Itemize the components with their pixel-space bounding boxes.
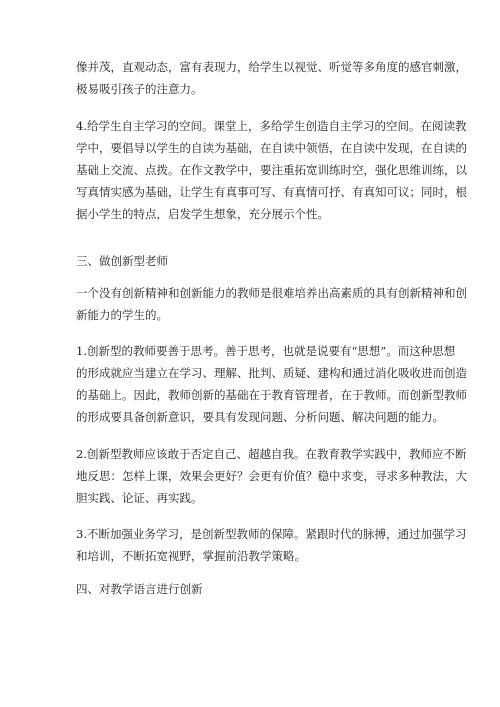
paragraph-item-3 <box>76 523 467 567</box>
text-line: 胆实践、论证、再实践。 <box>76 491 203 505</box>
text-line: 一个没有创新精神和创新能力的教师是很难培养出高素质的具有创新精神和创 <box>76 286 467 300</box>
text-line: 3.不断加强业务学习，是创新型教师的保障。紧跟时代的脉搏，通过加强学习 <box>76 527 467 541</box>
text-line: 极易吸引孩子的注意力。 <box>76 82 203 96</box>
text-line: 2.创新型教师应该敢于否定自己、超越自我。在教育教学实践中，教师应不断 <box>76 447 467 461</box>
text-line: 4.给学生自主学习的空间。课堂上，多给学生创造自主学习的空间。在阅读教 <box>76 119 467 133</box>
paragraph-teacher-intro <box>76 282 467 326</box>
text-line: 地反思：怎样上课，效果会更好？会更有价值？稳中求变，寻求多种教法，大 <box>76 469 467 483</box>
text-line: 的形成就应当建立在学习、理解、批判、质疑、建构和通过消化吸收进而创造 <box>76 366 467 380</box>
section-heading-3 <box>76 250 424 272</box>
text-line: 新能力的学生的。 <box>76 308 168 322</box>
text-line: 的基础上。因此，教师创新的基础在于教育管理者，在于教师。而创新型教师 <box>76 388 467 402</box>
paragraph-item-4 <box>76 115 467 225</box>
heading-line: 三、做创新型老师 <box>76 254 168 268</box>
paragraph-media-intro <box>76 56 467 100</box>
section-heading-4 <box>76 578 424 600</box>
paragraph-item-2 <box>76 443 467 509</box>
heading-line: 四、对教学语言进行创新 <box>76 582 203 596</box>
text-line: 1.创新型的教师要善于思考。善于思考，也就是说要有“思想”。而这种思想 <box>76 344 456 358</box>
paragraph-item-1 <box>76 340 467 428</box>
text-line: 据小学生的特点，启发学生想象，充分展示个性。 <box>76 207 329 221</box>
text-line: 学中，要倡导以学生的自读为基础，在自读中领悟，在自读中发现，在自读的 <box>76 141 467 155</box>
text-line: 的形成要具备创新意识，要具有发现问题、分析问题、解决问题的能力。 <box>76 410 444 424</box>
text-line: 像并茂，直观动态，富有表现力，给学生以视觉、听觉等多角度的感官刺激， <box>76 60 467 74</box>
text-line: 写真情实感为基础，让学生有真事可写、有真情可抒、有真知可议；同时，根 <box>76 185 467 199</box>
text-line: 基础上交流、点拨。在作文教学中，要注重拓宽训练时空，强化思维训练，以 <box>76 163 467 177</box>
text-line: 和培训，不断拓宽视野，掌握前沿教学策略。 <box>76 549 306 563</box>
